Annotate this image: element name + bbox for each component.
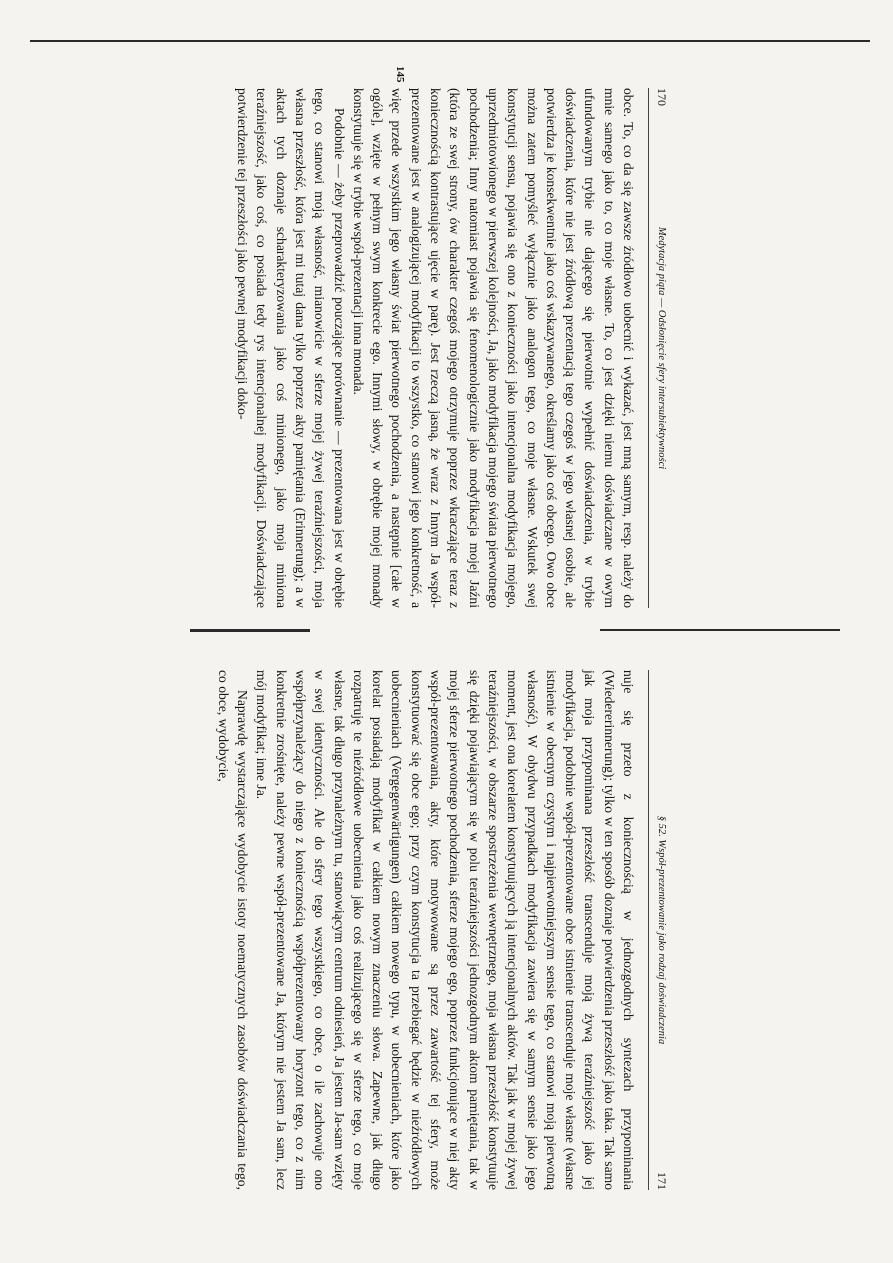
- running-head-right: [648, 670, 671, 1190]
- page-body: [233, 66, 638, 608]
- page-number: 170: [655, 88, 669, 106]
- right-page: [215, 670, 671, 1190]
- paragraph: nuje się przeto z koniecznością w jednozgodnych syntezach przypominania (Wiedererinnerung); tylko w ten sposób doznaje potwierdzenia przeszłość jako taka. Tak samo jak moja przypominana przeszłość transcenduje moją żywą teraźniejszość jako jej modyfikacja, podobnie współ-prezentowane obce istnienie transcenduje moje własne (własne istnienie w obecnym czystym i najpierwotniejszym sensie tego, co stanowi moją pierwotną własność). W obydwu przypadkach modyfikacja zawiera się w samym sensie jako jego moment, jest ona korelatem konstytuujących ją intencjonalnych aktów. Tak jak w mojej żywej teraźniejszości, w obszarze spostrzeżenia wewnętrznego, moja własna przeszłość konstytuuje się dzięki pojawiającym się w polu teraźniejszości jednozgodnym aktom pamiętania, tak w mojej sferze pierwotnego pochodzenia, sferze mojego ego, poprzez funkcjonujące w niej akty współ-prezentowania, akty, które motywowane są przez zawartość tej sfery, może konstytuować się obce ego; przy czym konstytucja ta przebiegać będzie w nieźródłowych uobecnieniach (Vergegenwärtigungen) całkiem nowego typu, w uobecnieniach, które jako korelat posiadają modyfikat w całkiem nowym znaczeniu słowa. Zapewne, jak długo rozpatruję te nieźródłowe uobecnienia jako coś realizującego się w sferze tego, co moje własne, tak długo przynależnym tu, stanowiącym centrum odniesień, Ja jestem Ja-sam wzięty w swej identyczności. Ale do sfery tego wszystkiego, co obce, o ile zachowuje ono współprzynależący do niego z koniecznością współprezentowany horyzont tego, co z nim konkretnie zrośnięte, należy pewne współ-prezentowane Ja, którym nie jestem Ja sam, lecz mój modyfikat; inne Ja.: [254, 670, 636, 1190]
- paragraph: obce. To, co da się zawsze źródłowo uobecnić i wykazać, jest mną samym, resp. należy do mnie samego jako to, co moje własne. To, co jest dzięki niemu doświadczane w owym ufundowanym trybie nie dającego się pierwotnie wypełnić doświadczenia, w trybie doświadczenia, które nie jest źródłową prezentacją tego czegoś w jego własnej osobie, ale potwierdza je konsekwentnie jako coś wskazywanego, określamy jako coś obcego. Owo obce można zatem pomyśleć wyłącznie jako analogon tego, co moje własne. Wskutek swej konstytucji sensu, pojawia się ono z konieczności jako intencjonalna modyfikacja mojego, uprzedmiotowionego w pierwszej kolejności, Ja, jako modyfikacja mojego świata pierwotnego pochodzenia; Inny natomiast pojawia się fenomenologicznie jako modyfikacja mojej Jaźni (która ze swej strony, ów charakter czegoś mojego otrzymuje poprzez wkraczające teraz z koniecznością kontrastujące ujęcie w parę). Jest rzeczą jasną, że wraz z Innym Ja współ-prezentowane jest w analogizującej modyfikacji to wszystko, co stanowi jego konkretność, a więc przede wszystkim jego własny świat pierwotnego pochodzenia, a następnie [całe w ogóle], wzięte w pełnym swym konkrecie ego. Innymi słowy, w obrębie mojej monady konstytuuje się w trybie współ-prezentacji inna monada.: [350, 88, 636, 608]
- left-page: [235, 66, 671, 608]
- paragraph: Naprawdę wystarczające wydobycie istoty noematycznych zasobów doświadczania tego, co obce, wydobycie,: [215, 670, 251, 1190]
- paragraph: Podobnie — żeby przeprowadzić pouczające porównanie — prezentowana jest w obrębie tego, co stanowi moją własność, mianowicie w sferze mojej żywej teraźniejszości, moja własna przeszłość, która jest mi tutaj dana tylko poprzez akty pamiętania (Erinnerung); a w aktach tych doznaje scharakteryzowania jako coś minionego, jako moja miniona teraźniejszość, jako coś, co posiada tedy rys intencjonalnej modyfikacji. Doświadczające potwierdzenie tej przeszłości jako pewnej modyfikacji doko-: [235, 88, 347, 608]
- scan-gutter-left: [190, 629, 310, 632]
- page-number: 171: [655, 1172, 669, 1190]
- scan-gutter-right: [600, 629, 840, 631]
- scan-edge-top: [30, 40, 870, 42]
- page-body: [213, 670, 638, 1190]
- running-head-title: Medytacja piąta — Odsłonięcie sfery intersubiektywności: [656, 226, 667, 470]
- running-head-title: § 52. Współ-prezentowanie jako rodzaj doświadczenia: [656, 815, 667, 1045]
- margin-number: 145: [394, 66, 406, 83]
- running-head-left: [648, 88, 671, 608]
